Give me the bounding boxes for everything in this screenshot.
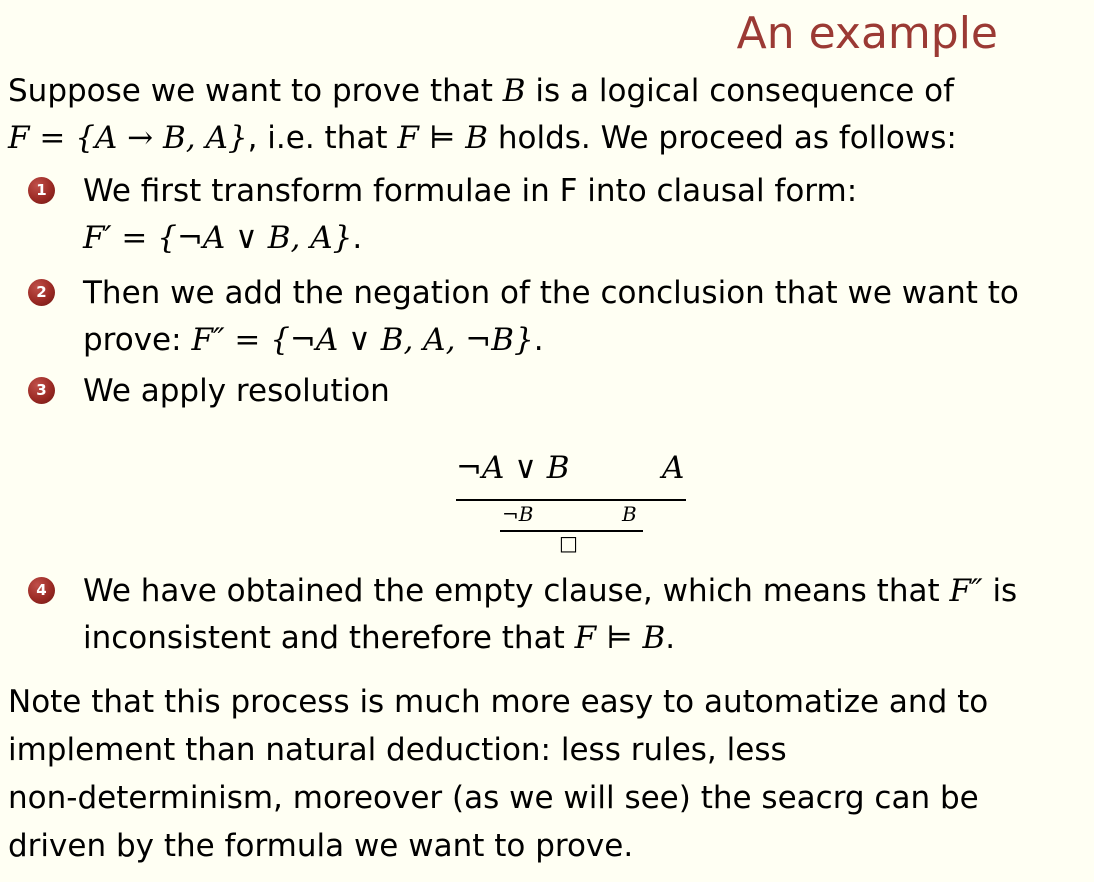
step-line <box>83 568 1017 615</box>
step-text <box>83 368 390 415</box>
note-paragraph <box>8 678 988 870</box>
step-text-tail: is <box>982 573 1018 609</box>
step-line <box>83 317 1019 364</box>
step-text <box>83 270 1019 364</box>
step-text <box>83 168 857 262</box>
step-math: F″ <box>949 573 983 609</box>
slide-title: An example <box>736 8 998 59</box>
intro-text: is a logical consequence of <box>525 73 955 109</box>
step-number-badge: 4 <box>28 577 55 604</box>
step-text-tail: . <box>533 322 544 358</box>
step-line: Then we add the negation of the conclusion that we want to <box>83 275 1019 311</box>
step-number-badge: 1 <box>28 177 55 204</box>
step-math: F ⊨ B <box>574 620 666 656</box>
step-line <box>83 615 1017 662</box>
step-math: F″ = {¬A ∨ B, A, ¬B} <box>191 322 534 358</box>
inner-premise-right: B <box>622 502 637 526</box>
step-number-badge: 3 <box>28 377 55 404</box>
inference-line-outer <box>456 499 686 501</box>
step-text-tail: . <box>665 620 676 656</box>
premise-left: ¬A ∨ B <box>456 450 570 486</box>
empty-clause-box: □ <box>559 531 578 555</box>
step-math: F′ = {¬A ∨ B, A} <box>83 220 353 256</box>
intro-line-1 <box>8 68 957 115</box>
intro-math-b: B <box>502 73 526 109</box>
step-text <box>83 568 1017 662</box>
step-line <box>83 215 857 262</box>
step-line: We apply resolution <box>83 373 390 409</box>
note-line: driven by the formula we want to prove. <box>8 828 634 864</box>
step-text-head: inconsistent and therefore that <box>83 620 575 656</box>
resolution-proof-tree <box>440 446 700 566</box>
step-number-badge: 2 <box>28 279 55 306</box>
intro-line-2 <box>8 115 957 162</box>
premise-right: A <box>662 450 685 486</box>
intro-math-set: F = {A → B, A} <box>8 120 248 156</box>
note-line: implement than natural deduction: less rules, less <box>8 732 787 768</box>
step-text-tail: . <box>352 220 363 256</box>
intro-text: , i.e. that <box>247 120 398 156</box>
step-line: We first transform formulae in F into clausal form: <box>83 173 858 209</box>
intro-paragraph <box>8 68 957 162</box>
intro-text: holds. We proceed as follows: <box>488 120 957 156</box>
step-text-head: We have obtained the empty clause, which means that <box>83 573 950 609</box>
intro-math-entails: F ⊨ B <box>397 120 489 156</box>
note-line: Note that this process is much more easy to automatize and to <box>8 684 989 720</box>
step-text-head: prove: <box>83 322 192 358</box>
note-line: non-determinism, moreover (as we will see) the seacrg can be <box>8 780 979 816</box>
inner-premise-left: ¬B <box>502 502 534 526</box>
intro-text: Suppose we want to prove that <box>8 73 503 109</box>
